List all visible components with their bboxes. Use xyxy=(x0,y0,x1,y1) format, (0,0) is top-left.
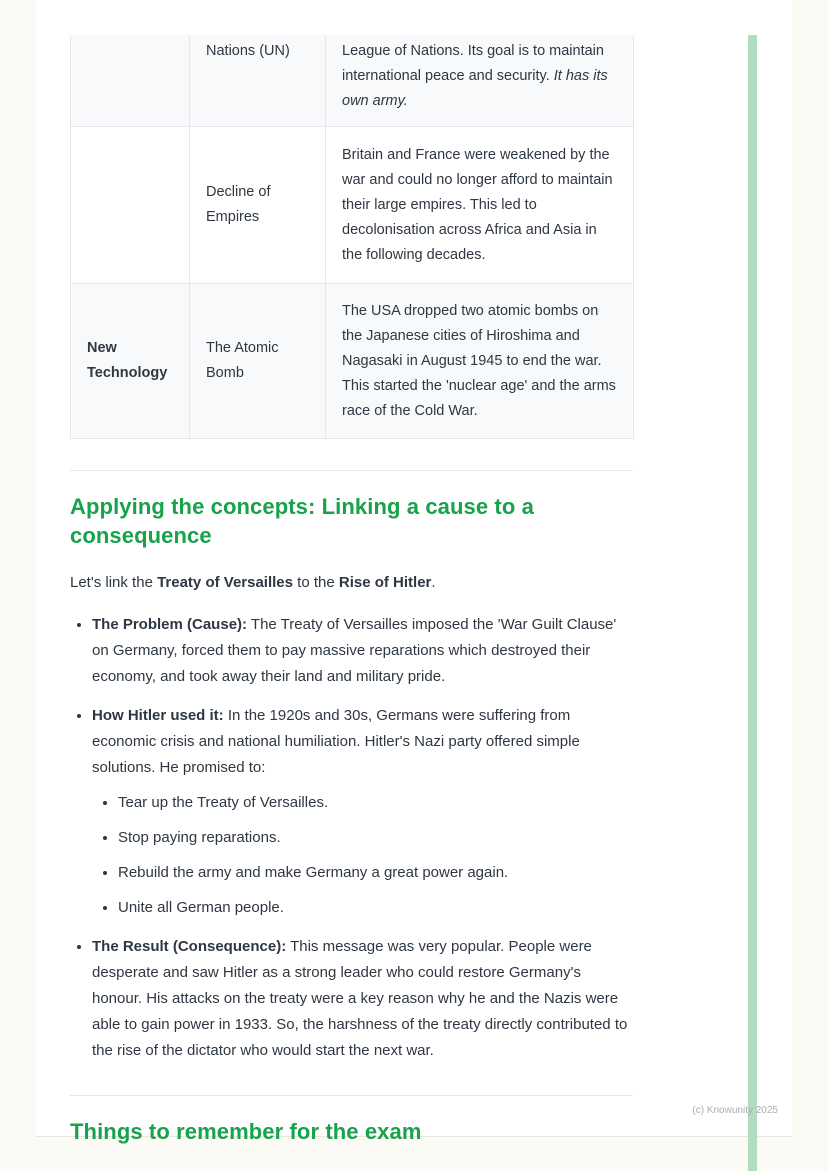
table-row xyxy=(71,284,634,439)
description-italic-text: It has its own army. xyxy=(342,68,608,109)
table-cell-description: Britain and France were weakened by the war and could no longer afford to maintain their large empires. This led to decolonisation across Africa and Asia in the following decades. xyxy=(326,127,634,284)
list-item-lead: The Result (Consequence): xyxy=(92,938,287,955)
document-page xyxy=(36,0,792,1144)
list-item-text: This message was very popular. People were desperate and saw Hitler as a strong leader who could restore Germany's honour. His attacks on the treaty were a key reason why he and the Nazis were able to gain power in 1933. So, the harshness of the treaty directly contributed to the rise of the dictator who would start the next war. xyxy=(92,938,628,1059)
list-item xyxy=(92,934,633,1064)
list-item-lead: How Hitler used it: xyxy=(92,707,224,724)
intro-bold-treaty: Treaty of Versailles xyxy=(157,574,293,591)
vertical-accent-bar xyxy=(748,35,757,1171)
table-cell-description: The USA dropped two atomic bombs on the Japanese cities of Hiroshima and Nagasaki in August 1945 to end the war. This started the 'nuclear age' and the arms race of the Cold War. xyxy=(326,284,634,439)
list-item-text: In the 1920s and 30s, Germans were suffering from economic crisis and national humiliation. Hitler's Nazi party offered simple solutions. He promised to: xyxy=(92,707,580,776)
sub-list-item: • Unite all German people. xyxy=(118,895,633,921)
intro-text: . xyxy=(431,574,436,591)
table-cell-term: New Technology xyxy=(71,284,190,439)
section-heading-exam: Things to remember for the exam xyxy=(70,1119,422,1144)
list-item-text: The Treaty of Versailles imposed the 'War Guilt Clause' on Germany, forced them to pay massive reparations which destroyed their economy, and took away their land and military pride. xyxy=(92,616,617,685)
intro-paragraph xyxy=(70,570,633,596)
ww2-effects-table xyxy=(70,35,634,439)
section-divider xyxy=(70,1095,633,1096)
cause-consequence-list xyxy=(70,612,633,1064)
table-cell-term xyxy=(71,127,190,284)
section-divider xyxy=(70,470,633,471)
intro-text: Let's link the xyxy=(70,574,158,591)
sub-list-item: • Rebuild the army and make Germany a great power again. xyxy=(118,860,633,886)
sub-list-item: • Stop paying reparations. xyxy=(118,825,633,851)
table-cell-description xyxy=(326,35,634,127)
section-heading-applying-concepts: Applying the concepts: Linking a cause to a consequence xyxy=(70,494,534,548)
intro-text: to the xyxy=(293,574,339,591)
table-cell-item: Decline of Empires xyxy=(190,127,326,284)
copyright-watermark: (c) Knowunity 2025 xyxy=(692,1105,778,1116)
hitler-promises-list xyxy=(92,790,633,921)
sub-list-item: • Tear up the Treaty of Versailles. xyxy=(118,790,633,816)
description-text: League of Nations. Its goal is to maintain international peace and security. xyxy=(342,43,604,84)
table-cell-term xyxy=(71,35,190,127)
table-cell-item: The Atomic Bomb xyxy=(190,284,326,439)
document-content xyxy=(70,35,633,1146)
list-item-lead: The Problem (Cause): xyxy=(92,616,248,633)
table-row xyxy=(71,35,634,127)
list-item xyxy=(92,703,633,921)
intro-bold-hitler: Rise of Hitler xyxy=(338,574,432,591)
list-item xyxy=(92,612,633,690)
table-row xyxy=(71,127,634,284)
table-cell-item: Nations (UN) xyxy=(190,35,326,127)
